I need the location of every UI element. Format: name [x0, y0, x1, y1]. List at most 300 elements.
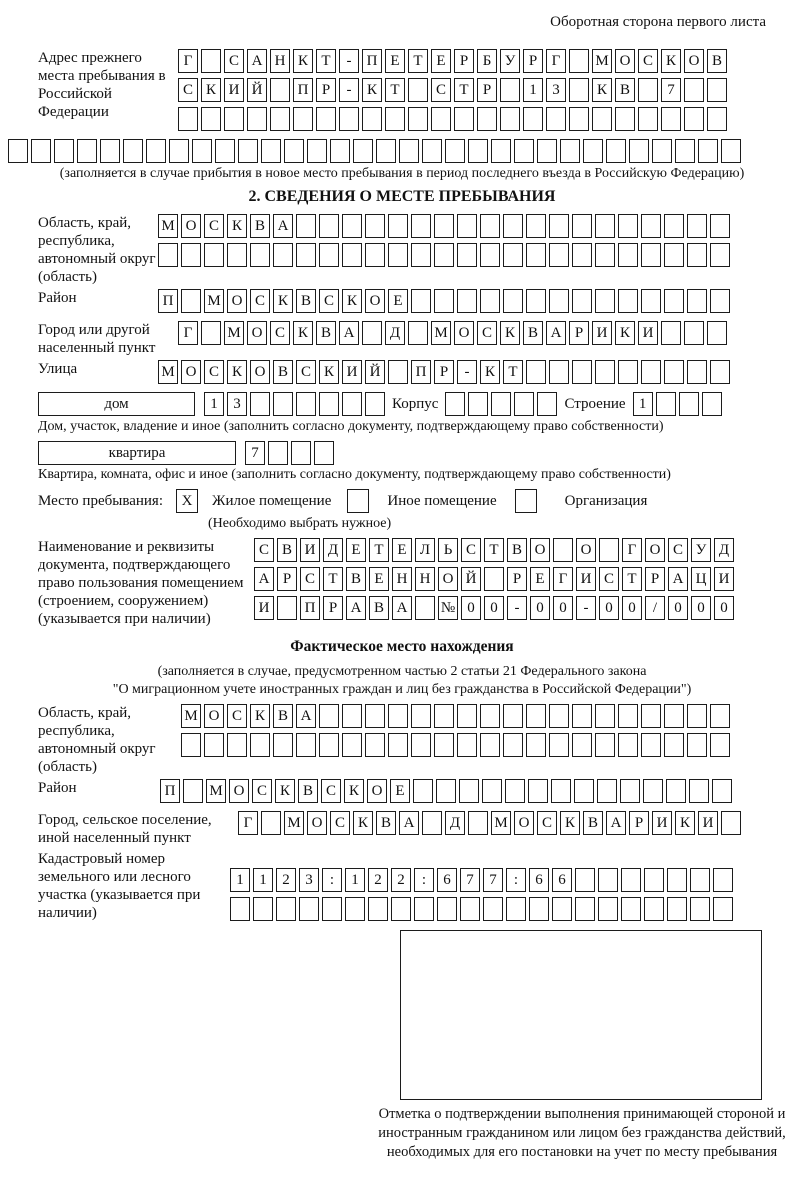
char-cell[interactable]: Т [454, 78, 474, 102]
char-cell[interactable] [641, 214, 661, 238]
char-cell[interactable] [434, 243, 454, 267]
char-cell[interactable] [457, 733, 477, 757]
char-cell[interactable] [491, 139, 511, 163]
char-cell[interactable]: Й [461, 567, 481, 591]
char-cell[interactable]: Р [645, 567, 665, 591]
char-cell[interactable]: И [592, 321, 612, 345]
char-cell[interactable]: С [224, 49, 244, 73]
char-cell[interactable] [595, 289, 615, 313]
char-cell[interactable]: С [250, 289, 270, 313]
char-cell[interactable] [480, 214, 500, 238]
char-cell[interactable]: С [178, 78, 198, 102]
char-cell[interactable]: С [537, 811, 557, 835]
char-cell[interactable] [598, 897, 618, 921]
char-cell[interactable] [572, 289, 592, 313]
char-cell[interactable]: С [296, 360, 316, 384]
char-cell[interactable]: К [592, 78, 612, 102]
char-cell[interactable]: 6 [437, 868, 457, 892]
char-cell[interactable]: О [181, 214, 201, 238]
char-cell[interactable]: 7 [245, 441, 265, 465]
char-cell[interactable] [712, 779, 732, 803]
char-cell[interactable]: О [227, 289, 247, 313]
char-cell[interactable] [641, 704, 661, 728]
char-cell[interactable] [483, 897, 503, 921]
char-cell[interactable]: 0 [530, 596, 550, 620]
char-cell[interactable] [615, 107, 635, 131]
char-cell[interactable] [526, 214, 546, 238]
char-cell[interactable]: М [431, 321, 451, 345]
char-cell[interactable]: Т [408, 49, 428, 73]
char-cell[interactable] [414, 897, 434, 921]
char-cell[interactable] [434, 214, 454, 238]
char-cell[interactable] [480, 733, 500, 757]
char-cell[interactable] [330, 139, 350, 163]
char-cell[interactable] [482, 779, 502, 803]
char-cell[interactable] [368, 897, 388, 921]
char-cell[interactable] [618, 360, 638, 384]
char-cell[interactable] [261, 139, 281, 163]
char-cell[interactable]: К [353, 811, 373, 835]
char-cell[interactable]: Д [323, 538, 343, 562]
char-cell[interactable] [365, 214, 385, 238]
char-cell[interactable]: К [227, 360, 247, 384]
char-cell[interactable]: В [376, 811, 396, 835]
char-cell[interactable]: 1 [345, 868, 365, 892]
char-cell[interactable] [549, 289, 569, 313]
char-cell[interactable] [641, 733, 661, 757]
char-cell[interactable] [661, 321, 681, 345]
char-cell[interactable]: 3 [546, 78, 566, 102]
char-cell[interactable] [362, 321, 382, 345]
char-cell[interactable]: : [414, 868, 434, 892]
char-cell[interactable]: 1 [204, 392, 224, 416]
char-cell[interactable] [687, 704, 707, 728]
char-cell[interactable]: Е [530, 567, 550, 591]
char-cell[interactable]: А [254, 567, 274, 591]
char-cell[interactable] [572, 704, 592, 728]
char-cell[interactable] [480, 289, 500, 313]
char-cell[interactable] [599, 538, 619, 562]
char-cell[interactable]: Р [569, 321, 589, 345]
char-cell[interactable] [641, 289, 661, 313]
char-cell[interactable] [606, 139, 626, 163]
char-cell[interactable]: 1 [633, 392, 653, 416]
char-cell[interactable]: Р [316, 78, 336, 102]
char-cell[interactable] [503, 214, 523, 238]
char-cell[interactable] [457, 243, 477, 267]
char-cell[interactable]: С [254, 538, 274, 562]
char-cell[interactable] [503, 704, 523, 728]
char-cell[interactable] [408, 78, 428, 102]
char-cell[interactable]: В [615, 78, 635, 102]
char-cell[interactable]: М [204, 289, 224, 313]
char-cell[interactable] [480, 704, 500, 728]
char-cell[interactable]: - [457, 360, 477, 384]
char-cell[interactable]: С [300, 567, 320, 591]
char-cell[interactable]: 3 [299, 868, 319, 892]
char-cell[interactable] [204, 733, 224, 757]
char-cell[interactable] [569, 49, 589, 73]
char-cell[interactable]: 0 [553, 596, 573, 620]
char-cell[interactable] [247, 107, 267, 131]
char-cell[interactable] [77, 139, 97, 163]
char-cell[interactable] [491, 392, 511, 416]
char-cell[interactable] [227, 243, 247, 267]
char-cell[interactable]: 3 [227, 392, 247, 416]
char-cell[interactable] [503, 289, 523, 313]
char-cell[interactable] [296, 733, 316, 757]
char-cell[interactable] [238, 139, 258, 163]
char-cell[interactable] [572, 243, 592, 267]
char-cell[interactable] [707, 107, 727, 131]
char-cell[interactable] [664, 704, 684, 728]
char-cell[interactable] [277, 596, 297, 620]
char-cell[interactable] [468, 139, 488, 163]
char-cell[interactable]: Р [523, 49, 543, 73]
char-cell[interactable] [621, 868, 641, 892]
char-cell[interactable]: / [645, 596, 665, 620]
char-cell[interactable]: К [344, 779, 364, 803]
char-cell[interactable] [575, 868, 595, 892]
char-cell[interactable]: К [201, 78, 221, 102]
char-cell[interactable] [376, 139, 396, 163]
char-cell[interactable]: 2 [391, 868, 411, 892]
char-cell[interactable]: В [316, 321, 336, 345]
char-cell[interactable]: М [491, 811, 511, 835]
char-cell[interactable]: Т [323, 567, 343, 591]
char-cell[interactable] [388, 360, 408, 384]
char-cell[interactable] [549, 704, 569, 728]
char-cell[interactable]: - [339, 49, 359, 73]
char-cell[interactable] [484, 567, 504, 591]
char-cell[interactable]: Г [546, 49, 566, 73]
char-cell[interactable] [100, 139, 120, 163]
char-cell[interactable] [667, 868, 687, 892]
char-cell[interactable]: О [307, 811, 327, 835]
char-cell[interactable] [641, 243, 661, 267]
char-cell[interactable]: В [273, 704, 293, 728]
char-cell[interactable] [411, 214, 431, 238]
char-cell[interactable]: 2 [368, 868, 388, 892]
char-cell[interactable]: С [252, 779, 272, 803]
char-cell[interactable]: Н [392, 567, 412, 591]
char-cell[interactable]: С [461, 538, 481, 562]
char-cell[interactable] [8, 139, 28, 163]
char-cell[interactable] [431, 107, 451, 131]
char-cell[interactable]: О [438, 567, 458, 591]
char-cell[interactable] [411, 289, 431, 313]
char-cell[interactable] [273, 243, 293, 267]
char-cell[interactable]: К [273, 289, 293, 313]
char-cell[interactable]: 0 [622, 596, 642, 620]
char-cell[interactable]: И [652, 811, 672, 835]
char-cell[interactable]: С [319, 289, 339, 313]
char-cell[interactable] [572, 733, 592, 757]
char-cell[interactable] [299, 897, 319, 921]
char-cell[interactable]: Г [622, 538, 642, 562]
char-cell[interactable]: К [342, 289, 362, 313]
char-cell[interactable] [503, 243, 523, 267]
char-cell[interactable] [549, 360, 569, 384]
char-cell[interactable] [31, 139, 51, 163]
char-cell[interactable]: К [661, 49, 681, 73]
char-cell[interactable] [500, 78, 520, 102]
char-cell[interactable] [644, 868, 664, 892]
char-cell[interactable] [710, 360, 730, 384]
char-cell[interactable]: Е [431, 49, 451, 73]
char-cell[interactable]: № [438, 596, 458, 620]
char-cell[interactable] [436, 779, 456, 803]
char-cell[interactable] [457, 289, 477, 313]
char-cell[interactable] [687, 289, 707, 313]
char-cell[interactable] [388, 243, 408, 267]
char-cell[interactable] [713, 868, 733, 892]
char-cell[interactable] [505, 779, 525, 803]
char-cell[interactable] [537, 139, 557, 163]
char-cell[interactable]: О [229, 779, 249, 803]
char-cell[interactable]: В [298, 779, 318, 803]
char-cell[interactable]: Н [415, 567, 435, 591]
char-cell[interactable]: П [158, 289, 178, 313]
char-cell[interactable] [411, 733, 431, 757]
char-cell[interactable] [675, 139, 695, 163]
char-cell[interactable] [445, 392, 465, 416]
char-cell[interactable]: О [530, 538, 550, 562]
char-cell[interactable]: М [592, 49, 612, 73]
char-cell[interactable] [687, 214, 707, 238]
char-cell[interactable]: И [698, 811, 718, 835]
char-cell[interactable] [644, 897, 664, 921]
char-cell[interactable]: 0 [691, 596, 711, 620]
char-cell[interactable] [460, 897, 480, 921]
char-cell[interactable]: : [506, 868, 526, 892]
char-cell[interactable] [388, 733, 408, 757]
char-cell[interactable] [656, 392, 676, 416]
char-cell[interactable] [595, 733, 615, 757]
checkbox-other-premises[interactable] [347, 489, 369, 513]
char-cell[interactable]: И [342, 360, 362, 384]
char-cell[interactable]: О [250, 360, 270, 384]
char-cell[interactable] [710, 704, 730, 728]
char-cell[interactable] [643, 779, 663, 803]
char-cell[interactable] [399, 139, 419, 163]
char-cell[interactable] [293, 107, 313, 131]
char-cell[interactable]: Т [369, 538, 389, 562]
char-cell[interactable] [549, 733, 569, 757]
char-cell[interactable] [268, 441, 288, 465]
char-cell[interactable]: 0 [484, 596, 504, 620]
char-cell[interactable] [250, 392, 270, 416]
char-cell[interactable] [684, 107, 704, 131]
char-cell[interactable]: О [576, 538, 596, 562]
char-cell[interactable]: П [293, 78, 313, 102]
char-cell[interactable]: В [346, 567, 366, 591]
char-cell[interactable] [388, 704, 408, 728]
char-cell[interactable]: О [204, 704, 224, 728]
char-cell[interactable]: У [691, 538, 711, 562]
char-cell[interactable]: М [181, 704, 201, 728]
char-cell[interactable] [319, 704, 339, 728]
char-cell[interactable]: В [507, 538, 527, 562]
char-cell[interactable] [574, 779, 594, 803]
char-cell[interactable]: Е [346, 538, 366, 562]
char-cell[interactable]: 1 [253, 868, 273, 892]
char-cell[interactable] [181, 733, 201, 757]
char-cell[interactable]: 1 [523, 78, 543, 102]
char-cell[interactable]: О [615, 49, 635, 73]
char-cell[interactable] [253, 897, 273, 921]
char-cell[interactable] [204, 243, 224, 267]
char-cell[interactable] [664, 289, 684, 313]
char-cell[interactable]: Й [365, 360, 385, 384]
char-cell[interactable] [664, 214, 684, 238]
char-cell[interactable]: Г [553, 567, 573, 591]
char-cell[interactable] [273, 733, 293, 757]
char-cell[interactable] [201, 107, 221, 131]
char-cell[interactable]: Г [238, 811, 258, 835]
char-cell[interactable] [638, 78, 658, 102]
checkbox-organization[interactable] [515, 489, 537, 513]
char-cell[interactable] [192, 139, 212, 163]
char-cell[interactable] [638, 107, 658, 131]
char-cell[interactable] [687, 733, 707, 757]
char-cell[interactable]: А [247, 49, 267, 73]
char-cell[interactable] [391, 897, 411, 921]
char-cell[interactable] [201, 321, 221, 345]
char-cell[interactable]: К [362, 78, 382, 102]
char-cell[interactable] [721, 811, 741, 835]
char-cell[interactable]: 0 [714, 596, 734, 620]
char-cell[interactable] [621, 897, 641, 921]
char-cell[interactable]: П [160, 779, 180, 803]
char-cell[interactable]: В [369, 596, 389, 620]
char-cell[interactable] [595, 360, 615, 384]
char-cell[interactable] [408, 107, 428, 131]
char-cell[interactable]: Т [316, 49, 336, 73]
char-cell[interactable] [618, 733, 638, 757]
char-cell[interactable] [526, 360, 546, 384]
char-cell[interactable]: А [339, 321, 359, 345]
char-cell[interactable]: М [158, 214, 178, 238]
char-cell[interactable] [54, 139, 74, 163]
char-cell[interactable] [583, 139, 603, 163]
char-cell[interactable]: Р [434, 360, 454, 384]
char-cell[interactable]: Р [507, 567, 527, 591]
char-cell[interactable] [526, 704, 546, 728]
char-cell[interactable] [437, 897, 457, 921]
char-cell[interactable]: Р [629, 811, 649, 835]
char-cell[interactable] [707, 78, 727, 102]
char-cell[interactable] [664, 733, 684, 757]
char-cell[interactable] [523, 107, 543, 131]
char-cell[interactable]: И [576, 567, 596, 591]
char-cell[interactable] [618, 289, 638, 313]
char-cell[interactable]: В [277, 538, 297, 562]
char-cell[interactable] [365, 243, 385, 267]
char-cell[interactable] [342, 392, 362, 416]
char-cell[interactable] [178, 107, 198, 131]
char-cell[interactable] [250, 733, 270, 757]
char-cell[interactable]: Р [277, 567, 297, 591]
char-cell[interactable] [230, 897, 250, 921]
char-cell[interactable] [224, 107, 244, 131]
checkbox-residential-premises[interactable]: X [176, 489, 198, 513]
char-cell[interactable] [526, 733, 546, 757]
char-cell[interactable] [411, 704, 431, 728]
char-cell[interactable]: К [227, 214, 247, 238]
char-cell[interactable] [595, 214, 615, 238]
char-cell[interactable]: Р [323, 596, 343, 620]
char-cell[interactable] [316, 107, 336, 131]
char-cell[interactable] [689, 779, 709, 803]
char-cell[interactable] [307, 139, 327, 163]
char-cell[interactable] [296, 243, 316, 267]
char-cell[interactable] [459, 779, 479, 803]
char-cell[interactable]: Т [484, 538, 504, 562]
char-cell[interactable] [528, 779, 548, 803]
char-cell[interactable]: О [367, 779, 387, 803]
char-cell[interactable] [314, 441, 334, 465]
char-cell[interactable] [549, 243, 569, 267]
char-cell[interactable] [339, 107, 359, 131]
char-cell[interactable]: П [411, 360, 431, 384]
char-cell[interactable]: В [250, 214, 270, 238]
char-cell[interactable] [158, 243, 178, 267]
char-cell[interactable]: В [296, 289, 316, 313]
char-cell[interactable] [201, 49, 221, 73]
char-cell[interactable] [365, 733, 385, 757]
char-cell[interactable] [342, 214, 362, 238]
char-cell[interactable] [422, 811, 442, 835]
char-cell[interactable]: С [321, 779, 341, 803]
char-cell[interactable]: Т [622, 567, 642, 591]
char-cell[interactable] [620, 779, 640, 803]
char-cell[interactable] [618, 243, 638, 267]
char-cell[interactable] [445, 139, 465, 163]
char-cell[interactable]: А [296, 704, 316, 728]
char-cell[interactable]: Т [503, 360, 523, 384]
char-cell[interactable]: Г [178, 49, 198, 73]
char-cell[interactable]: Д [385, 321, 405, 345]
char-cell[interactable]: И [714, 567, 734, 591]
char-cell[interactable]: С [204, 360, 224, 384]
char-cell[interactable]: Б [477, 49, 497, 73]
char-cell[interactable]: Й [247, 78, 267, 102]
char-cell[interactable] [434, 733, 454, 757]
char-cell[interactable]: С [270, 321, 290, 345]
char-cell[interactable] [560, 139, 580, 163]
char-cell[interactable] [342, 243, 362, 267]
char-cell[interactable]: 6 [552, 868, 572, 892]
char-cell[interactable]: К [319, 360, 339, 384]
char-cell[interactable] [468, 392, 488, 416]
char-cell[interactable] [270, 107, 290, 131]
char-cell[interactable] [284, 139, 304, 163]
char-cell[interactable]: В [583, 811, 603, 835]
char-cell[interactable] [552, 897, 572, 921]
char-cell[interactable] [514, 139, 534, 163]
char-cell[interactable] [597, 779, 617, 803]
char-cell[interactable]: 7 [483, 868, 503, 892]
char-cell[interactable]: А [399, 811, 419, 835]
char-cell[interactable] [261, 811, 281, 835]
char-cell[interactable]: Ц [691, 567, 711, 591]
char-cell[interactable] [661, 107, 681, 131]
char-cell[interactable]: - [339, 78, 359, 102]
char-cell[interactable]: М [284, 811, 304, 835]
char-cell[interactable] [687, 360, 707, 384]
char-cell[interactable] [592, 107, 612, 131]
